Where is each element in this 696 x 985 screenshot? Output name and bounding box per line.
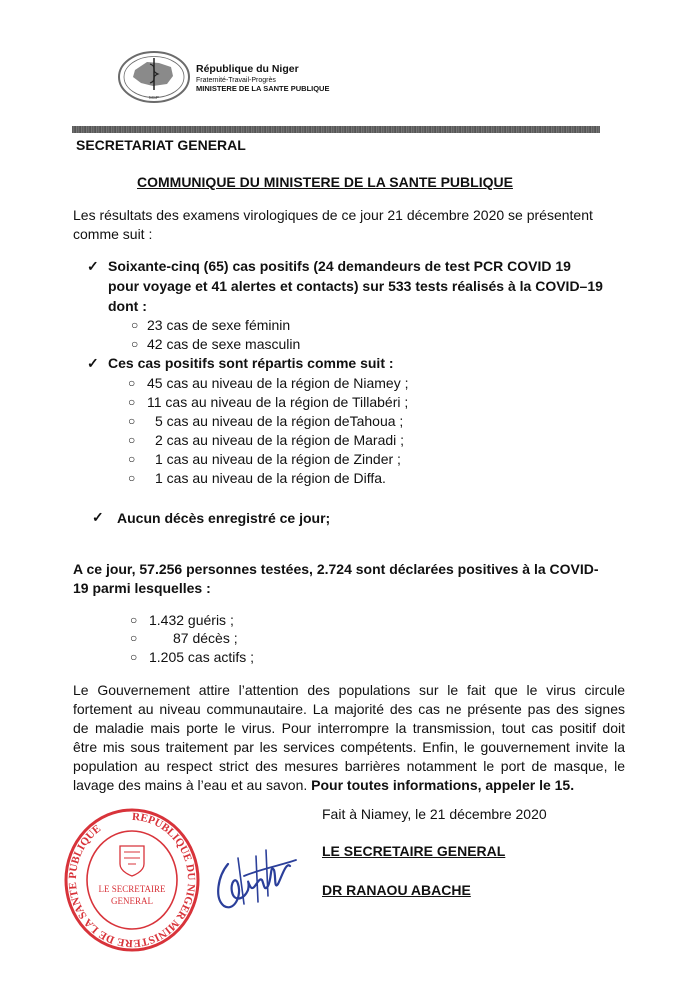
circle-bullet-icon: ○	[128, 471, 136, 485]
stamp-ring-text: REPUBLIQUE DU NIGER MINISTERE DE LA SANTE PUBLIQUE	[66, 810, 198, 950]
closing-line: de maladie mais porte le virus. Pour interrompre la transmission, tout cas positif doit	[73, 720, 625, 736]
closing-line: lavage des mains à l’eau et au savon.	[73, 777, 308, 793]
check-mark-icon: ✓	[87, 355, 99, 371]
region-item: 45 cas au niveau de la région de Niamey ;	[147, 375, 409, 391]
handwritten-signature	[208, 836, 300, 920]
positives-line-1: Soixante-cinq (65) cas positifs (24 demandeurs de test PCR COVID 19	[108, 258, 571, 274]
circle-bullet-icon: ○	[128, 414, 136, 428]
region-item: 5 cas au niveau de la région deTahoua ;	[155, 413, 404, 429]
circle-bullet-icon: ○	[128, 376, 136, 390]
region-item: 1 cas au niveau de la région de Zinder ;	[155, 451, 401, 467]
deaths-line: Aucun décès enregistré ce jour;	[117, 510, 331, 526]
stamp-inner-line-1: LE SECRETAIRE	[98, 884, 166, 894]
cumulative-item: 1.432 guéris ;	[149, 612, 234, 628]
intro-line-1: Les résultats des examens virologiques de ce jour 21 décembre 2020 se présentent	[73, 207, 593, 223]
logo-abbreviation: MSP	[149, 95, 159, 100]
country-name: République du Niger	[196, 63, 299, 75]
circle-bullet-icon: ○	[131, 337, 139, 351]
circle-bullet-icon: ○	[131, 318, 139, 332]
stamp-inner-line-2: GENERAL	[111, 896, 153, 906]
department-heading: SECRETARIAT GENERAL	[76, 137, 246, 153]
cumulative-item: 1.205 cas actifs ;	[149, 649, 255, 665]
cumulative-line-2: 19 parmi lesquelles :	[73, 580, 211, 596]
closing-line: population au respect strict des mesures barrières notamment le port de masque, le	[73, 758, 625, 774]
circle-bullet-icon: ○	[128, 452, 136, 466]
distribution-heading: Ces cas positifs sont répartis comme suit :	[108, 355, 394, 371]
cumulative-item: 87 décès ;	[173, 630, 238, 646]
region-item: 1 cas au niveau de la région de Diffa.	[155, 470, 386, 486]
closing-paragraph	[73, 681, 625, 795]
circle-bullet-icon: ○	[128, 395, 136, 409]
ministry-name: MINISTERE DE LA SANTE PUBLIQUE	[196, 83, 330, 93]
closing-line: fortement au niveau communautaire. La majorité des cas ne présente pas des signes	[73, 701, 625, 717]
signatory-title: LE SECRETAIRE GENERAL	[322, 843, 506, 859]
sex-item: 42 cas de sexe masculin	[147, 336, 301, 352]
header-divider	[72, 126, 600, 133]
region-item: 2 cas au niveau de la région de Maradi ;	[155, 432, 405, 448]
closing-contact: Pour toutes informations, appeler le 15.	[311, 777, 575, 793]
intro-line-2: comme suit :	[73, 226, 153, 242]
communique-title: COMMUNIQUE DU MINISTERE DE LA SANTE PUBLIQUE	[137, 174, 513, 190]
place-date: Fait à Niamey, le 21 décembre 2020	[322, 806, 547, 822]
official-stamp	[62, 806, 202, 954]
ministry-logo	[117, 50, 191, 104]
national-motto: Fraternité-Travail-Progrès	[196, 76, 276, 84]
closing-line: être mis sous traitement par les services compétents. Enfin, le gouvernement invite la	[73, 739, 625, 755]
check-mark-icon: ✓	[87, 258, 99, 274]
region-item: 11 cas au niveau de la région de Tillabéri ;	[147, 394, 409, 410]
circle-bullet-icon: ○	[128, 433, 136, 447]
positives-line-3: dont :	[108, 298, 147, 314]
circle-bullet-icon: ○	[130, 631, 138, 645]
circle-bullet-icon: ○	[130, 613, 138, 627]
closing-line: Le Gouvernement attire l’attention des populations sur le fait que le virus circule	[73, 682, 625, 698]
check-mark-icon: ✓	[92, 509, 104, 525]
cumulative-line-1: A ce jour, 57.256 personnes testées, 2.724 sont déclarées positives à la COVID-	[73, 561, 599, 577]
signatory-name: DR RANAOU ABACHE	[322, 882, 471, 898]
positives-line-2: pour voyage et 41 alertes et contacts) sur 533 tests réalisés à la COVID–19	[108, 278, 603, 294]
sex-item: 23 cas de sexe féminin	[147, 317, 291, 333]
circle-bullet-icon: ○	[130, 650, 138, 664]
ministry-header	[196, 64, 329, 92]
